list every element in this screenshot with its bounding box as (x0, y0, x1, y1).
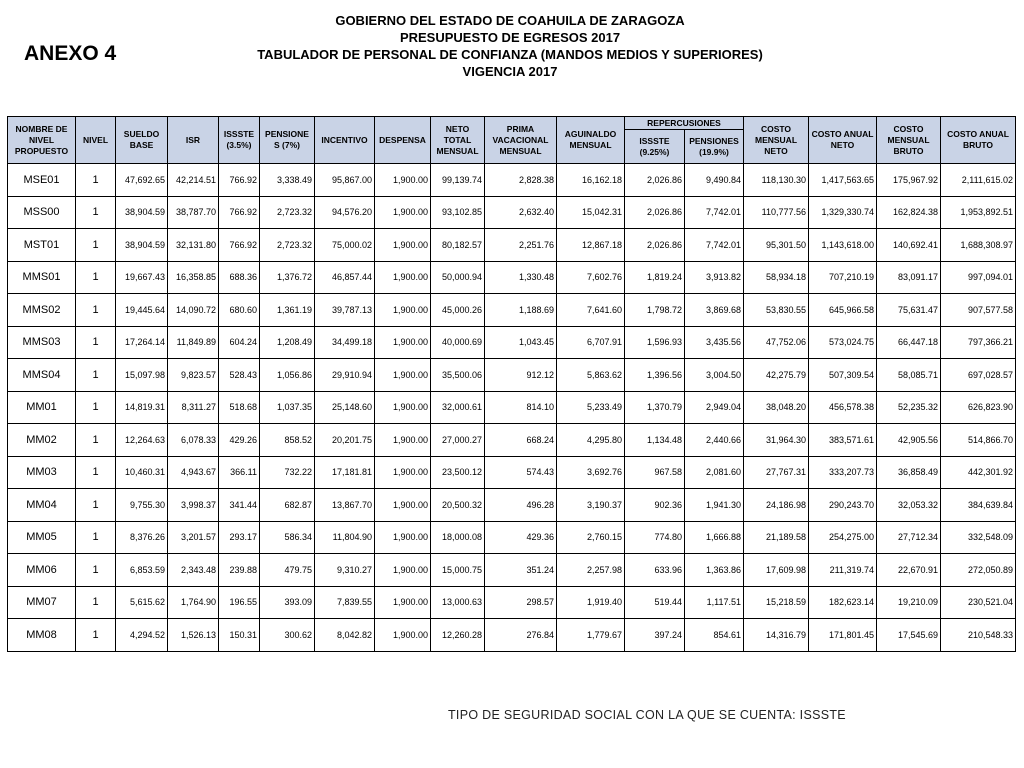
header-neto-total: NETO TOTAL MENSUAL (431, 117, 485, 164)
title-line-validity: VIGENCIA 2017 (462, 64, 558, 79)
cell-aguinaldo: 15,042.31 (557, 196, 625, 229)
cell-rep-pensiones: 2,949.04 (685, 391, 744, 424)
title-line-government: GOBIERNO DEL ESTADO DE COAHUILA DE ZARAGOZA (335, 13, 685, 28)
cell-costo-anual-bruto: 230,521.04 (941, 586, 1016, 619)
cell-incentivo: 34,499.18 (315, 326, 375, 359)
cell-sueldo-base: 9,755.30 (116, 489, 168, 522)
cell-nivel: 1 (76, 359, 116, 392)
cell-costo-mensual-neto: 110,777.56 (744, 196, 809, 229)
cell-isr: 16,358.85 (168, 261, 219, 294)
cell-neto-total: 99,139.74 (431, 164, 485, 197)
header-nombre: NOMBRE DE NIVEL PROPUESTO (8, 117, 76, 164)
annex-label: ANEXO 4 (24, 42, 117, 65)
cell-isr: 14,090.72 (168, 294, 219, 327)
cell-rep-issste: 519.44 (625, 586, 685, 619)
cell-nivel: 1 (76, 164, 116, 197)
cell-costo-mensual-neto: 118,130.30 (744, 164, 809, 197)
cell-costo-anual-bruto: 797,366.21 (941, 326, 1016, 359)
cell-costo-mensual-bruto: 36,858.49 (877, 456, 941, 489)
header-sueldo-base: SUELDO BASE (116, 117, 168, 164)
cell-issste: 518.68 (219, 391, 260, 424)
cell-isr: 9,823.57 (168, 359, 219, 392)
cell-rep-pensiones: 3,004.50 (685, 359, 744, 392)
cell-costo-anual-bruto: 332,548.09 (941, 521, 1016, 554)
header-costo-anual-bruto: COSTO ANUAL BRUTO (941, 117, 1016, 164)
cell-isr: 1,764.90 (168, 586, 219, 619)
cell-sueldo-base: 19,667.43 (116, 261, 168, 294)
cell-nivel: 1 (76, 489, 116, 522)
cell-despensa: 1,900.00 (375, 229, 431, 262)
cell-costo-anual-bruto: 442,301.92 (941, 456, 1016, 489)
header-aguinaldo: AGUINALDO MENSUAL (557, 117, 625, 164)
cell-nivel: 1 (76, 326, 116, 359)
cell-neto-total: 20,500.32 (431, 489, 485, 522)
cell-costo-anual-neto: 383,571.61 (809, 424, 877, 457)
table-row (8, 391, 1016, 424)
cell-incentivo: 25,148.60 (315, 391, 375, 424)
cell-neto-total: 50,000.94 (431, 261, 485, 294)
cell-nivel: 1 (76, 391, 116, 424)
cell-neto-total: 40,000.69 (431, 326, 485, 359)
table-row (8, 294, 1016, 327)
cell-incentivo: 7,839.55 (315, 586, 375, 619)
cell-rep-pensiones: 1,363.86 (685, 554, 744, 587)
header-despensa: DESPENSA (375, 117, 431, 164)
header-pensiones: PENSIONE S (7%) (260, 117, 315, 164)
cell-costo-anual-bruto: 514,866.70 (941, 424, 1016, 457)
cell-pensiones: 2,723.32 (260, 229, 315, 262)
cell-nombre: MM08 (8, 619, 76, 652)
cell-rep-issste: 1,819.24 (625, 261, 685, 294)
cell-despensa: 1,900.00 (375, 586, 431, 619)
cell-isr: 3,201.57 (168, 521, 219, 554)
cell-incentivo: 46,857.44 (315, 261, 375, 294)
cell-issste: 196.55 (219, 586, 260, 619)
cell-aguinaldo: 4,295.80 (557, 424, 625, 457)
cell-isr: 8,311.27 (168, 391, 219, 424)
cell-neto-total: 18,000.08 (431, 521, 485, 554)
cell-nombre: MM04 (8, 489, 76, 522)
cell-costo-anual-bruto: 1,688,308.97 (941, 229, 1016, 262)
cell-pensiones: 1,361.19 (260, 294, 315, 327)
cell-incentivo: 95,867.00 (315, 164, 375, 197)
cell-issste: 293.17 (219, 521, 260, 554)
title-line-budget: PRESUPUESTO DE EGRESOS 2017 (399, 30, 621, 45)
cell-sueldo-base: 38,904.59 (116, 196, 168, 229)
header-nivel: NIVEL (76, 117, 116, 164)
cell-despensa: 1,900.00 (375, 294, 431, 327)
cell-sueldo-base: 4,294.52 (116, 619, 168, 652)
cell-costo-mensual-neto: 14,316.79 (744, 619, 809, 652)
header-rep-pensiones: PENSIONES (19.9%) (685, 130, 744, 164)
cell-costo-mensual-neto: 47,752.06 (744, 326, 809, 359)
table-row (8, 164, 1016, 197)
cell-rep-issste: 397.24 (625, 619, 685, 652)
table-row (8, 229, 1016, 262)
cell-costo-anual-neto: 573,024.75 (809, 326, 877, 359)
cell-neto-total: 35,500.06 (431, 359, 485, 392)
cell-rep-pensiones: 1,941.30 (685, 489, 744, 522)
cell-isr: 1,526.13 (168, 619, 219, 652)
cell-pensiones: 858.52 (260, 424, 315, 457)
header-repercusiones: REPERCUSIONES (625, 117, 744, 130)
cell-costo-mensual-neto: 95,301.50 (744, 229, 809, 262)
cell-pensiones: 393.09 (260, 586, 315, 619)
cell-nombre: MST01 (8, 229, 76, 262)
cell-aguinaldo: 2,760.15 (557, 521, 625, 554)
cell-isr: 38,787.70 (168, 196, 219, 229)
cell-prima-vacacional: 912.12 (485, 359, 557, 392)
cell-sueldo-base: 15,097.98 (116, 359, 168, 392)
cell-prima-vacacional: 496.28 (485, 489, 557, 522)
cell-costo-mensual-bruto: 83,091.17 (877, 261, 941, 294)
cell-costo-mensual-neto: 17,609.98 (744, 554, 809, 587)
cell-costo-anual-neto: 171,801.45 (809, 619, 877, 652)
cell-costo-mensual-neto: 31,964.30 (744, 424, 809, 457)
cell-nivel: 1 (76, 294, 116, 327)
cell-prima-vacacional: 2,251.76 (485, 229, 557, 262)
cell-incentivo: 20,201.75 (315, 424, 375, 457)
cell-nivel: 1 (76, 619, 116, 652)
cell-despensa: 1,900.00 (375, 521, 431, 554)
cell-rep-issste: 1,134.48 (625, 424, 685, 457)
cell-prima-vacacional: 2,828.38 (485, 164, 557, 197)
cell-aguinaldo: 2,257.98 (557, 554, 625, 587)
cell-issste: 604.24 (219, 326, 260, 359)
cell-costo-anual-neto: 182,623.14 (809, 586, 877, 619)
cell-isr: 2,343.48 (168, 554, 219, 587)
cell-costo-mensual-bruto: 19,210.09 (877, 586, 941, 619)
cell-incentivo: 94,576.20 (315, 196, 375, 229)
cell-costo-anual-neto: 645,966.58 (809, 294, 877, 327)
cell-costo-mensual-bruto: 27,712.34 (877, 521, 941, 554)
cell-prima-vacacional: 1,188.69 (485, 294, 557, 327)
cell-issste: 680.60 (219, 294, 260, 327)
cell-rep-pensiones: 2,440.66 (685, 424, 744, 457)
table-row (8, 586, 1016, 619)
header-costo-mensual-neto: COSTO MENSUAL NETO (744, 117, 809, 164)
cell-sueldo-base: 8,376.26 (116, 521, 168, 554)
cell-neto-total: 45,000.26 (431, 294, 485, 327)
cell-costo-mensual-neto: 53,830.55 (744, 294, 809, 327)
cell-sueldo-base: 5,615.62 (116, 586, 168, 619)
cell-prima-vacacional: 351.24 (485, 554, 557, 587)
cell-isr: 4,943.67 (168, 456, 219, 489)
cell-pensiones: 479.75 (260, 554, 315, 587)
table-row (8, 261, 1016, 294)
cell-pensiones: 1,037.35 (260, 391, 315, 424)
cell-rep-issste: 633.96 (625, 554, 685, 587)
cell-costo-mensual-neto: 24,186.98 (744, 489, 809, 522)
cell-neto-total: 93,102.85 (431, 196, 485, 229)
cell-costo-mensual-neto: 21,189.58 (744, 521, 809, 554)
cell-neto-total: 12,260.28 (431, 619, 485, 652)
cell-aguinaldo: 6,707.91 (557, 326, 625, 359)
cell-despensa: 1,900.00 (375, 164, 431, 197)
cell-costo-anual-bruto: 697,028.57 (941, 359, 1016, 392)
cell-pensiones: 586.34 (260, 521, 315, 554)
table-row (8, 619, 1016, 652)
cell-neto-total: 32,000.61 (431, 391, 485, 424)
cell-pensiones: 300.62 (260, 619, 315, 652)
table-row (8, 424, 1016, 457)
cell-nombre: MM06 (8, 554, 76, 587)
cell-neto-total: 80,182.57 (431, 229, 485, 262)
cell-rep-pensiones: 3,913.82 (685, 261, 744, 294)
header-costo-anual-neto: COSTO ANUAL NETO (809, 117, 877, 164)
title-line-tabulator: TABULADOR DE PERSONAL DE CONFIANZA (MANDOS MEDIOS Y SUPERIORES) (257, 47, 763, 62)
cell-costo-mensual-bruto: 22,670.91 (877, 554, 941, 587)
cell-rep-issste: 1,798.72 (625, 294, 685, 327)
cell-issste: 239.88 (219, 554, 260, 587)
cell-nombre: MM05 (8, 521, 76, 554)
cell-rep-pensiones: 854.61 (685, 619, 744, 652)
cell-pensiones: 3,338.49 (260, 164, 315, 197)
cell-costo-mensual-bruto: 42,905.56 (877, 424, 941, 457)
cell-costo-mensual-neto: 15,218.59 (744, 586, 809, 619)
cell-prima-vacacional: 429.36 (485, 521, 557, 554)
cell-despensa: 1,900.00 (375, 456, 431, 489)
cell-issste: 429.26 (219, 424, 260, 457)
header-rep-issste: ISSSTE (9.25%) (625, 130, 685, 164)
cell-despensa: 1,900.00 (375, 359, 431, 392)
salary-table (7, 116, 1016, 652)
cell-neto-total: 15,000.75 (431, 554, 485, 587)
cell-aguinaldo: 5,233.49 (557, 391, 625, 424)
cell-pensiones: 1,376.72 (260, 261, 315, 294)
cell-isr: 11,849.89 (168, 326, 219, 359)
cell-isr: 3,998.37 (168, 489, 219, 522)
cell-costo-anual-bruto: 997,094.01 (941, 261, 1016, 294)
cell-issste: 688.36 (219, 261, 260, 294)
cell-costo-anual-neto: 211,319.74 (809, 554, 877, 587)
cell-costo-anual-neto: 1,143,618.00 (809, 229, 877, 262)
cell-pensiones: 682.87 (260, 489, 315, 522)
cell-costo-mensual-bruto: 58,085.71 (877, 359, 941, 392)
cell-nivel: 1 (76, 521, 116, 554)
cell-prima-vacacional: 2,632.40 (485, 196, 557, 229)
cell-rep-issste: 774.80 (625, 521, 685, 554)
cell-despensa: 1,900.00 (375, 489, 431, 522)
cell-costo-mensual-neto: 58,934.18 (744, 261, 809, 294)
header-prima-vacacional: PRIMA VACACIONAL MENSUAL (485, 117, 557, 164)
cell-despensa: 1,900.00 (375, 261, 431, 294)
cell-nombre: MMS03 (8, 326, 76, 359)
cell-nombre: MSS00 (8, 196, 76, 229)
cell-sueldo-base: 6,853.59 (116, 554, 168, 587)
cell-incentivo: 39,787.13 (315, 294, 375, 327)
cell-rep-pensiones: 1,666.88 (685, 521, 744, 554)
cell-prima-vacacional: 276.84 (485, 619, 557, 652)
cell-costo-anual-bruto: 1,953,892.51 (941, 196, 1016, 229)
cell-aguinaldo: 5,863.62 (557, 359, 625, 392)
cell-pensiones: 1,056.86 (260, 359, 315, 392)
header-issste: ISSSTE (3.5%) (219, 117, 260, 164)
table-row (8, 521, 1016, 554)
cell-costo-mensual-bruto: 66,447.18 (877, 326, 941, 359)
cell-isr: 32,131.80 (168, 229, 219, 262)
cell-issste: 766.92 (219, 229, 260, 262)
cell-costo-anual-neto: 1,417,563.65 (809, 164, 877, 197)
cell-sueldo-base: 38,904.59 (116, 229, 168, 262)
cell-aguinaldo: 3,692.76 (557, 456, 625, 489)
cell-costo-anual-neto: 290,243.70 (809, 489, 877, 522)
table-row (8, 554, 1016, 587)
cell-rep-issste: 1,596.93 (625, 326, 685, 359)
cell-costo-anual-bruto: 210,548.33 (941, 619, 1016, 652)
cell-issste: 766.92 (219, 164, 260, 197)
cell-rep-issste: 2,026.86 (625, 196, 685, 229)
header-costo-mensual-bruto: COSTO MENSUAL BRUTO (877, 117, 941, 164)
cell-nivel: 1 (76, 424, 116, 457)
cell-rep-pensiones: 3,435.56 (685, 326, 744, 359)
cell-pensiones: 2,723.32 (260, 196, 315, 229)
cell-rep-issste: 1,370.79 (625, 391, 685, 424)
cell-costo-mensual-neto: 42,275.79 (744, 359, 809, 392)
cell-issste: 341.44 (219, 489, 260, 522)
header-incentivo: INCENTIVO (315, 117, 375, 164)
cell-nombre: MM01 (8, 391, 76, 424)
cell-costo-mensual-bruto: 162,824.38 (877, 196, 941, 229)
table-row (8, 489, 1016, 522)
cell-incentivo: 75,000.02 (315, 229, 375, 262)
cell-despensa: 1,900.00 (375, 326, 431, 359)
cell-nombre: MMS02 (8, 294, 76, 327)
cell-nivel: 1 (76, 554, 116, 587)
table-row (8, 359, 1016, 392)
table-header (8, 117, 1016, 164)
cell-costo-anual-neto: 456,578.38 (809, 391, 877, 424)
cell-rep-pensiones: 1,117.51 (685, 586, 744, 619)
cell-costo-mensual-bruto: 17,545.69 (877, 619, 941, 652)
cell-nivel: 1 (76, 586, 116, 619)
cell-despensa: 1,900.00 (375, 391, 431, 424)
cell-sueldo-base: 14,819.31 (116, 391, 168, 424)
document-title-block (200, 12, 820, 80)
cell-aguinaldo: 1,919.40 (557, 586, 625, 619)
cell-rep-pensiones: 2,081.60 (685, 456, 744, 489)
cell-nombre: MMS01 (8, 261, 76, 294)
table-row (8, 196, 1016, 229)
cell-sueldo-base: 47,692.65 (116, 164, 168, 197)
cell-costo-mensual-neto: 27,767.31 (744, 456, 809, 489)
cell-costo-anual-neto: 333,207.73 (809, 456, 877, 489)
cell-sueldo-base: 17,264.14 (116, 326, 168, 359)
table-row (8, 326, 1016, 359)
cell-sueldo-base: 12,264.63 (116, 424, 168, 457)
cell-costo-anual-bruto: 272,050.89 (941, 554, 1016, 587)
cell-costo-mensual-bruto: 52,235.32 (877, 391, 941, 424)
table-row (8, 456, 1016, 489)
cell-incentivo: 11,804.90 (315, 521, 375, 554)
cell-incentivo: 13,867.70 (315, 489, 375, 522)
cell-costo-mensual-bruto: 32,053.32 (877, 489, 941, 522)
cell-costo-anual-neto: 507,309.54 (809, 359, 877, 392)
cell-incentivo: 8,042.82 (315, 619, 375, 652)
cell-despensa: 1,900.00 (375, 554, 431, 587)
cell-despensa: 1,900.00 (375, 619, 431, 652)
cell-aguinaldo: 7,602.76 (557, 261, 625, 294)
cell-nombre: MMS04 (8, 359, 76, 392)
cell-aguinaldo: 16,162.18 (557, 164, 625, 197)
cell-rep-issste: 2,026.86 (625, 164, 685, 197)
cell-nombre: MSE01 (8, 164, 76, 197)
cell-costo-mensual-bruto: 175,967.92 (877, 164, 941, 197)
cell-aguinaldo: 3,190.37 (557, 489, 625, 522)
cell-prima-vacacional: 814.10 (485, 391, 557, 424)
cell-costo-anual-bruto: 2,111,615.02 (941, 164, 1016, 197)
cell-prima-vacacional: 298.57 (485, 586, 557, 619)
cell-rep-issste: 902.36 (625, 489, 685, 522)
cell-prima-vacacional: 668.24 (485, 424, 557, 457)
cell-rep-issste: 967.58 (625, 456, 685, 489)
cell-issste: 766.92 (219, 196, 260, 229)
cell-nivel: 1 (76, 261, 116, 294)
cell-costo-anual-neto: 707,210.19 (809, 261, 877, 294)
cell-costo-anual-neto: 1,329,330.74 (809, 196, 877, 229)
cell-incentivo: 29,910.94 (315, 359, 375, 392)
cell-despensa: 1,900.00 (375, 424, 431, 457)
cell-aguinaldo: 7,641.60 (557, 294, 625, 327)
cell-rep-pensiones: 7,742.01 (685, 229, 744, 262)
cell-despensa: 1,900.00 (375, 196, 431, 229)
cell-neto-total: 27,000.27 (431, 424, 485, 457)
cell-isr: 42,214.51 (168, 164, 219, 197)
cell-costo-mensual-bruto: 75,631.47 (877, 294, 941, 327)
cell-nombre: MM03 (8, 456, 76, 489)
cell-costo-anual-bruto: 626,823.90 (941, 391, 1016, 424)
cell-prima-vacacional: 574.43 (485, 456, 557, 489)
cell-aguinaldo: 12,867.18 (557, 229, 625, 262)
cell-rep-pensiones: 7,742.01 (685, 196, 744, 229)
cell-nombre: MM07 (8, 586, 76, 619)
cell-pensiones: 732.22 (260, 456, 315, 489)
cell-nivel: 1 (76, 196, 116, 229)
cell-issste: 528.43 (219, 359, 260, 392)
cell-sueldo-base: 19,445.64 (116, 294, 168, 327)
header-isr: ISR (168, 117, 219, 164)
cell-nivel: 1 (76, 229, 116, 262)
social-security-note: TIPO DE SEGURIDAD SOCIAL CON LA QUE SE CUENTA: ISSSTE (448, 708, 846, 722)
cell-nombre: MM02 (8, 424, 76, 457)
cell-issste: 366.11 (219, 456, 260, 489)
cell-nivel: 1 (76, 456, 116, 489)
cell-neto-total: 13,000.63 (431, 586, 485, 619)
cell-costo-mensual-bruto: 140,692.41 (877, 229, 941, 262)
cell-prima-vacacional: 1,330.48 (485, 261, 557, 294)
cell-issste: 150.31 (219, 619, 260, 652)
cell-neto-total: 23,500.12 (431, 456, 485, 489)
cell-aguinaldo: 1,779.67 (557, 619, 625, 652)
cell-rep-pensiones: 9,490.84 (685, 164, 744, 197)
cell-pensiones: 1,208.49 (260, 326, 315, 359)
cell-rep-issste: 1,396.56 (625, 359, 685, 392)
cell-costo-mensual-neto: 38,048.20 (744, 391, 809, 424)
cell-isr: 6,078.33 (168, 424, 219, 457)
cell-sueldo-base: 10,460.31 (116, 456, 168, 489)
cell-prima-vacacional: 1,043.45 (485, 326, 557, 359)
cell-costo-anual-bruto: 907,577.58 (941, 294, 1016, 327)
cell-incentivo: 17,181.81 (315, 456, 375, 489)
cell-rep-issste: 2,026.86 (625, 229, 685, 262)
cell-rep-pensiones: 3,869.68 (685, 294, 744, 327)
table-body (8, 164, 1016, 652)
cell-costo-anual-bruto: 384,639.84 (941, 489, 1016, 522)
cell-costo-anual-neto: 254,275.00 (809, 521, 877, 554)
cell-incentivo: 9,310.27 (315, 554, 375, 587)
